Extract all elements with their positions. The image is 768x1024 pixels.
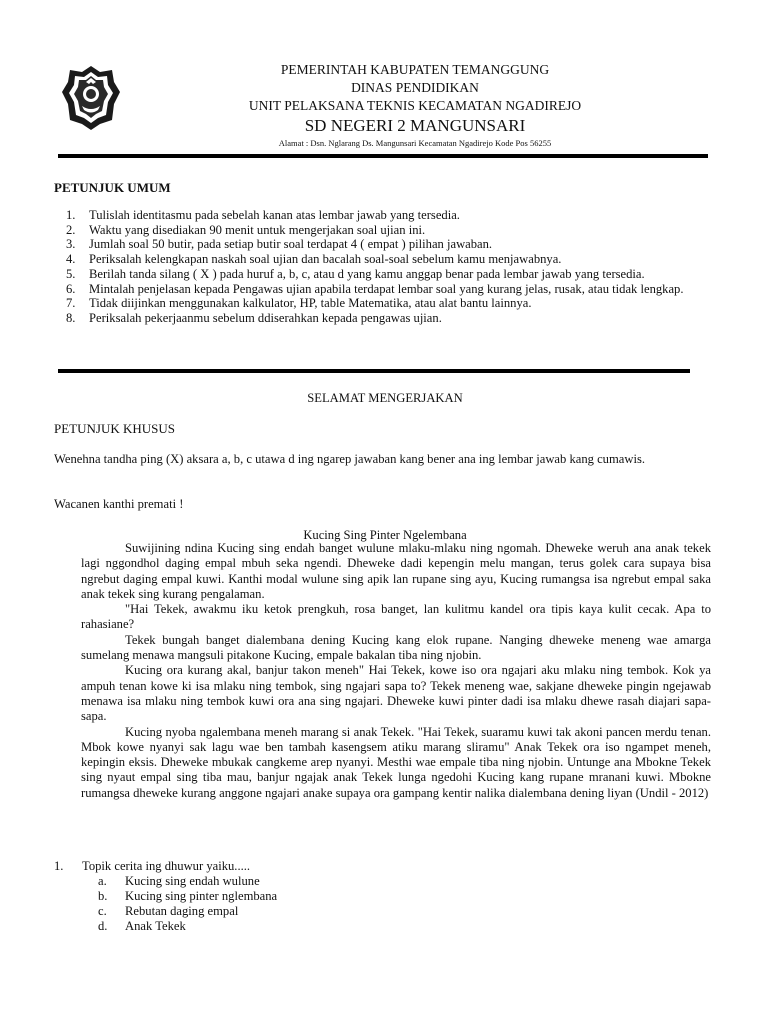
instruction-text: Mintalah penjelasan kepada Pengawas ujian apabila terdapat lembar soal yang kurang jelas, rusak, atau tidak lengkap. <box>89 281 684 296</box>
instruction-item <box>54 296 714 311</box>
special-instructions-title: PETUNJUK KHUSUS <box>54 421 175 436</box>
story-title: Kucing Sing Pinter Ngelembana <box>303 528 467 542</box>
instruction-item <box>54 252 714 267</box>
school-name: SD NEGERI 2 MANGUNSARI <box>304 116 526 135</box>
option-text: Rebutan daging empal <box>125 904 239 918</box>
story-paragraph: "Hai Tekek, awakmu iku ketok prengkuh, rosa banget, lan kulitmu kandel ora tipis kaya kulit cecak. Apa to rahasiane? <box>81 602 711 632</box>
instruction-item <box>54 282 714 297</box>
instruction-text: Berilah tanda silang ( X ) pada huruf a, b, c, atau d yang kamu anggap benar pada lembar jawab yang tersedia. <box>89 266 645 281</box>
option-letter: a. <box>98 874 107 888</box>
general-instructions-list <box>54 208 714 326</box>
district-emblem <box>60 64 122 132</box>
option-text: Kucing sing endah wulune <box>125 874 260 888</box>
instruction-item <box>54 223 714 238</box>
instruction-number: 5. <box>66 266 76 281</box>
option-letter: d. <box>98 919 108 933</box>
option-letter: b. <box>98 889 108 903</box>
option-letter: c. <box>98 904 107 918</box>
instruction-number: 4. <box>66 252 76 267</box>
instruction-item <box>54 237 714 252</box>
instruction-number: 7. <box>66 296 76 311</box>
read-carefully-text: Wacanen kanthi premati ! <box>54 497 184 511</box>
story-paragraph: Kucing ora kurang akal, banjur takon meneh" Hai Tekek, kowe iso ora ngajari aku mlaku ning tembok. Kok ya ampuh tenan kowe ki isa mlaku ning tembok, sing ngajari sapa to? Tekek meneng wae, sakjane dheweke pingin ngejawab menawa isa mlaku ning tembok kuwi ora ana sing ngajari. Dheweke kuwi pinter dadi isa mlaku dhewe rasah diajari sapa-sapa. <box>81 663 711 724</box>
instruction-number: 1. <box>66 208 76 222</box>
greeting: SELAMAT MENGERJAKAN <box>307 391 463 405</box>
department-name: DINAS PENDIDIKAN <box>351 80 479 95</box>
question-number: 1. <box>54 859 64 873</box>
section-divider <box>58 369 690 373</box>
story-paragraph: Kucing nyoba ngalembana meneh marang si anak Tekek. "Hai Tekek, suaramu kuwi tak akoni pancen merdu tenan. Mbok kowe nyanyi sak lagu wae ben tambah kasengsem atiku marang sliramu" Anak Tekek ora iso ngampet meneh, kepingin eksis. Dheweke mbukak cangkeme arep nyanyi. Mesthi wae empale tiba ning njobin. Untunge ana Mbokne Tekek sing nyaut empal sing tiba mau, banjur ngajak anak Tekek lunga ngedohi Kucing kang rupane mranani kuwi. Mbokne rumangsa dheweke kurang anggone ngajari anake supaya ora gampang kentir nalika dialembana dening liyan (Undil - 2012) <box>81 724 711 800</box>
header-divider <box>58 154 708 158</box>
story-body <box>81 541 711 801</box>
option-text: Anak Tekek <box>125 919 186 933</box>
government-name: PEMERINTAH KABUPATEN TEMANGGUNG <box>280 62 550 77</box>
instruction-number: 8. <box>66 310 76 325</box>
instruction-text: Waktu yang disediakan 90 menit untuk mengerjakan soal ujian ini. <box>89 222 426 237</box>
unit-name: UNIT PELAKSANA TEKNIS KECAMATAN NGADIREJO <box>248 98 582 113</box>
instruction-number: 3. <box>66 237 76 252</box>
school-address: Alamat : Dsn. Nglarang Ds. Mangunsari Kecamatan Ngadirejo Kode Pos 56255 <box>278 138 552 148</box>
story-paragraph: Tekek bungah banget dialembana dening Kucing kang elok rupane. Nanging dheweke meneng wae amarga sumelang menawa mangsuli pitakone Kucing, empale bakalan tiba ning njobin. <box>81 632 711 663</box>
option-text: Kucing sing pinter nglembana <box>125 889 278 903</box>
instruction-number: 6. <box>66 281 76 296</box>
instruction-text: Jumlah soal 50 butir, pada setiap butir soal terdapat 4 ( empat ) pilihan jawaban. <box>89 237 493 252</box>
question-text: Topik cerita ing dhuwur yaiku..... <box>82 859 251 873</box>
general-instructions-title: PETUNJUK UMUM <box>54 180 171 195</box>
special-instructions-text: Wenehna tandha ping (X) aksara a, b, c utawa d ing ngarep jawaban kang bener ana ing lembar jawab kang cumawis. <box>54 452 646 466</box>
instruction-item <box>54 311 714 326</box>
instruction-text: Periksalah kelengkapan naskah soal ujian dan bacalah soal-soal sebelum kamu menjawabnya. <box>89 252 562 267</box>
instruction-item <box>54 208 714 223</box>
instruction-item <box>54 267 714 282</box>
instruction-text: Tidak diijinkan menggunakan kalkulator, HP, table Matematika, atau alat bantu lainnya. <box>89 296 532 311</box>
instruction-text: Periksalah pekerjaanmu sebelum ddiserahkan kepada pengawas ujian. <box>89 310 442 325</box>
story-paragraph: Suwijining ndina Kucing sing endah banget wulune mlaku-mlaku ning ngomah. Dheweke weruh ana anak tekek lagi nggondhol daging empal mbuh seka ngendi. Dheweke dadi kepengin melu mangan, terus golek cara supaya bisa ngrebut daging empal kuwi. Kanthi modal wulune sing apik lan rupane sing ayu, Kucing rumangsa isa ngrebut empal saka anak tekek sing kurang pengalaman. <box>81 541 711 601</box>
instruction-number: 2. <box>66 222 76 237</box>
instruction-text: Tulislah identitasmu pada sebelah kanan atas lembar jawab yang tersedia. <box>89 208 460 222</box>
